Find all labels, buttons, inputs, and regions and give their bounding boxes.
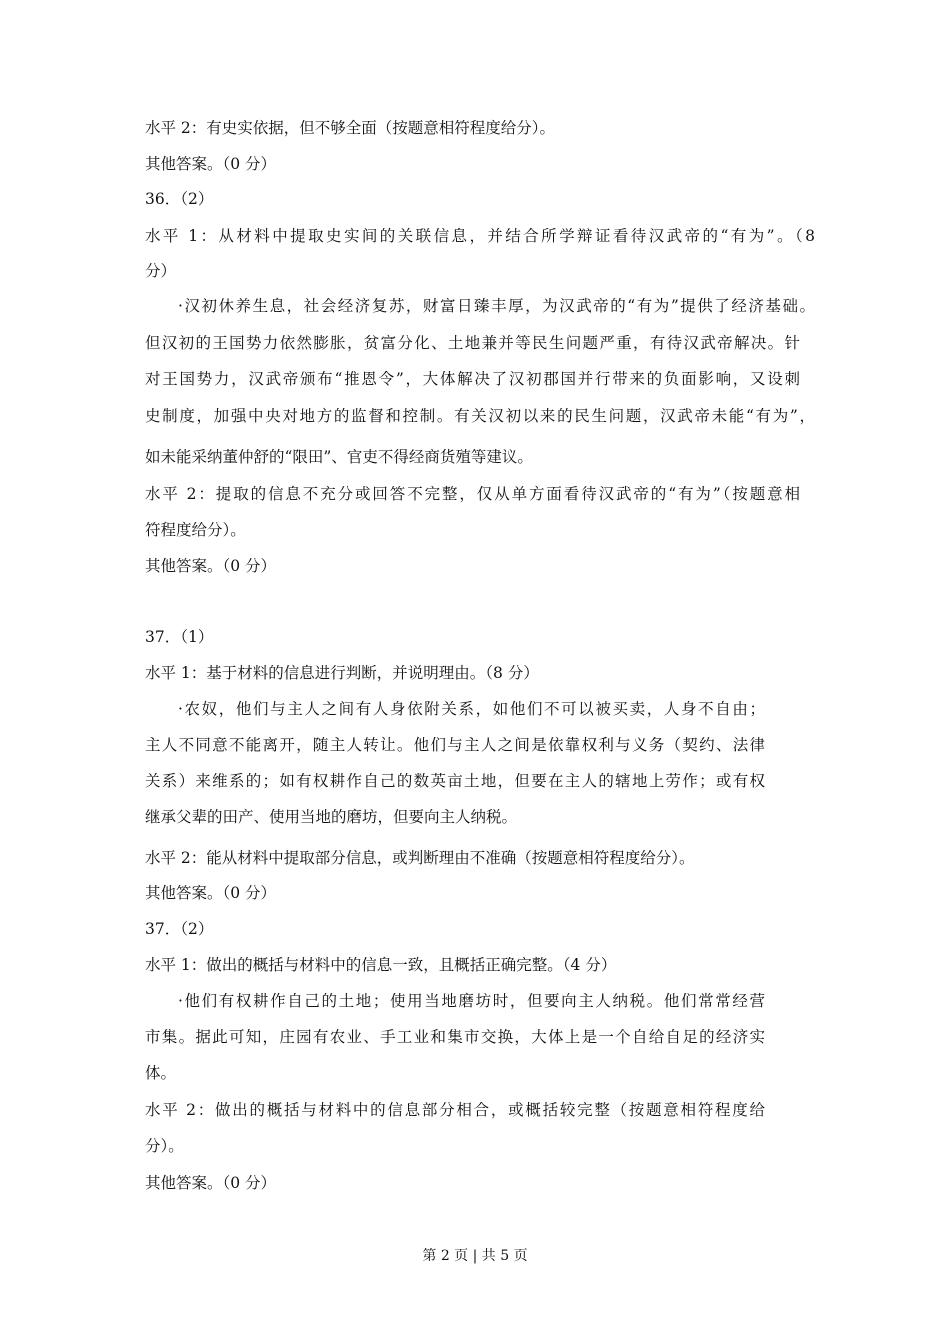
page-footer: 第 2 页 | 共 5 页	[422, 1248, 528, 1264]
text-line: 水平 2：有史实依据，但不够全面（按题意相符程度给分）。	[145, 119, 556, 137]
text-line: 符程度给分）。	[145, 521, 246, 539]
text-line: 继承父辈的田产、使用当地的磨坊，但要向主人纳税。	[145, 808, 518, 826]
text-line: 其他答案。（0 分）	[145, 1174, 277, 1192]
text-line: 市集。据此可知，庄园有农业、手工业和集市交换，大体上是一个自给自足的经济实	[145, 1028, 765, 1046]
text-line: ·他们有权耕作自己的土地；使用当地磨坊时，但要向主人纳税。他们常常经营	[178, 992, 765, 1010]
text-line: ·汉初休养生息，社会经济复苏，财富日臻丰厚，为汉武帝的“有为”提供了经济基础。	[178, 297, 815, 315]
text-line: 如未能采纳董仲舒的“限田”、官吏不得经商货殖等建议。	[145, 448, 533, 466]
text-line: 体。	[145, 1064, 177, 1082]
text-line: 关系）来维系的；如有权耕作自己的数英亩土地，但要在主人的辖地上劳作；或有权	[145, 772, 765, 790]
text-line: 对王国势力，汉武帝颁布“推恩令”，大体解决了汉初郡国并行带来的负面影响，又设刺	[145, 370, 800, 388]
text-line: 史制度，加强中央对地方的监督和控制。有关汉初以来的民生问题，汉武帝未能“有为”，	[145, 407, 815, 425]
text-line: 水平 1：基于材料的信息进行判断，并说明理由。（8 分）	[145, 664, 539, 682]
text-line: 水平 1：从材料中提取史实间的关联信息，并结合所学辩证看待汉武帝的“有为”。（8	[145, 227, 815, 245]
text-line: 主人不同意不能离开，随主人转让。他们与主人之间是依靠权利与义务（契约、法律	[145, 736, 765, 754]
text-line: 水平 2：提取的信息不充分或回答不完整，仅从单方面看待汉武帝的“有为”（按题意相	[145, 485, 800, 503]
text-line: 分）	[145, 262, 177, 280]
text-line: ·农奴，他们与主人之间有人身依附关系，如他们不可以被买卖，人身不自由；	[178, 700, 765, 718]
text-line: 其他答案。（0 分）	[145, 557, 277, 575]
text-line: 水平 2：能从材料中提取部分信息，或判断理由不准确（按题意相符程度给分）。	[145, 849, 695, 867]
text-line: 其他答案。（0 分）	[145, 884, 277, 902]
text-line: 37．（1）	[145, 628, 214, 646]
text-line: 水平 2：做出的概括与材料中的信息部分相合，或概括较完整（按题意相符程度给	[145, 1101, 765, 1119]
text-line: 37．（2）	[145, 920, 214, 938]
text-line: 36．（2）	[145, 190, 214, 208]
text-line: 水平 1：做出的概括与材料中的信息一致，且概括正确完整。（4 分）	[145, 956, 617, 974]
text-line: 但汉初的王国势力依然膨胀，贫富分化、土地兼并等民生问题严重，有待汉武帝解决。针	[145, 334, 800, 352]
text-line: 其他答案。（0 分）	[145, 155, 277, 173]
text-line: 分）。	[145, 1137, 184, 1155]
